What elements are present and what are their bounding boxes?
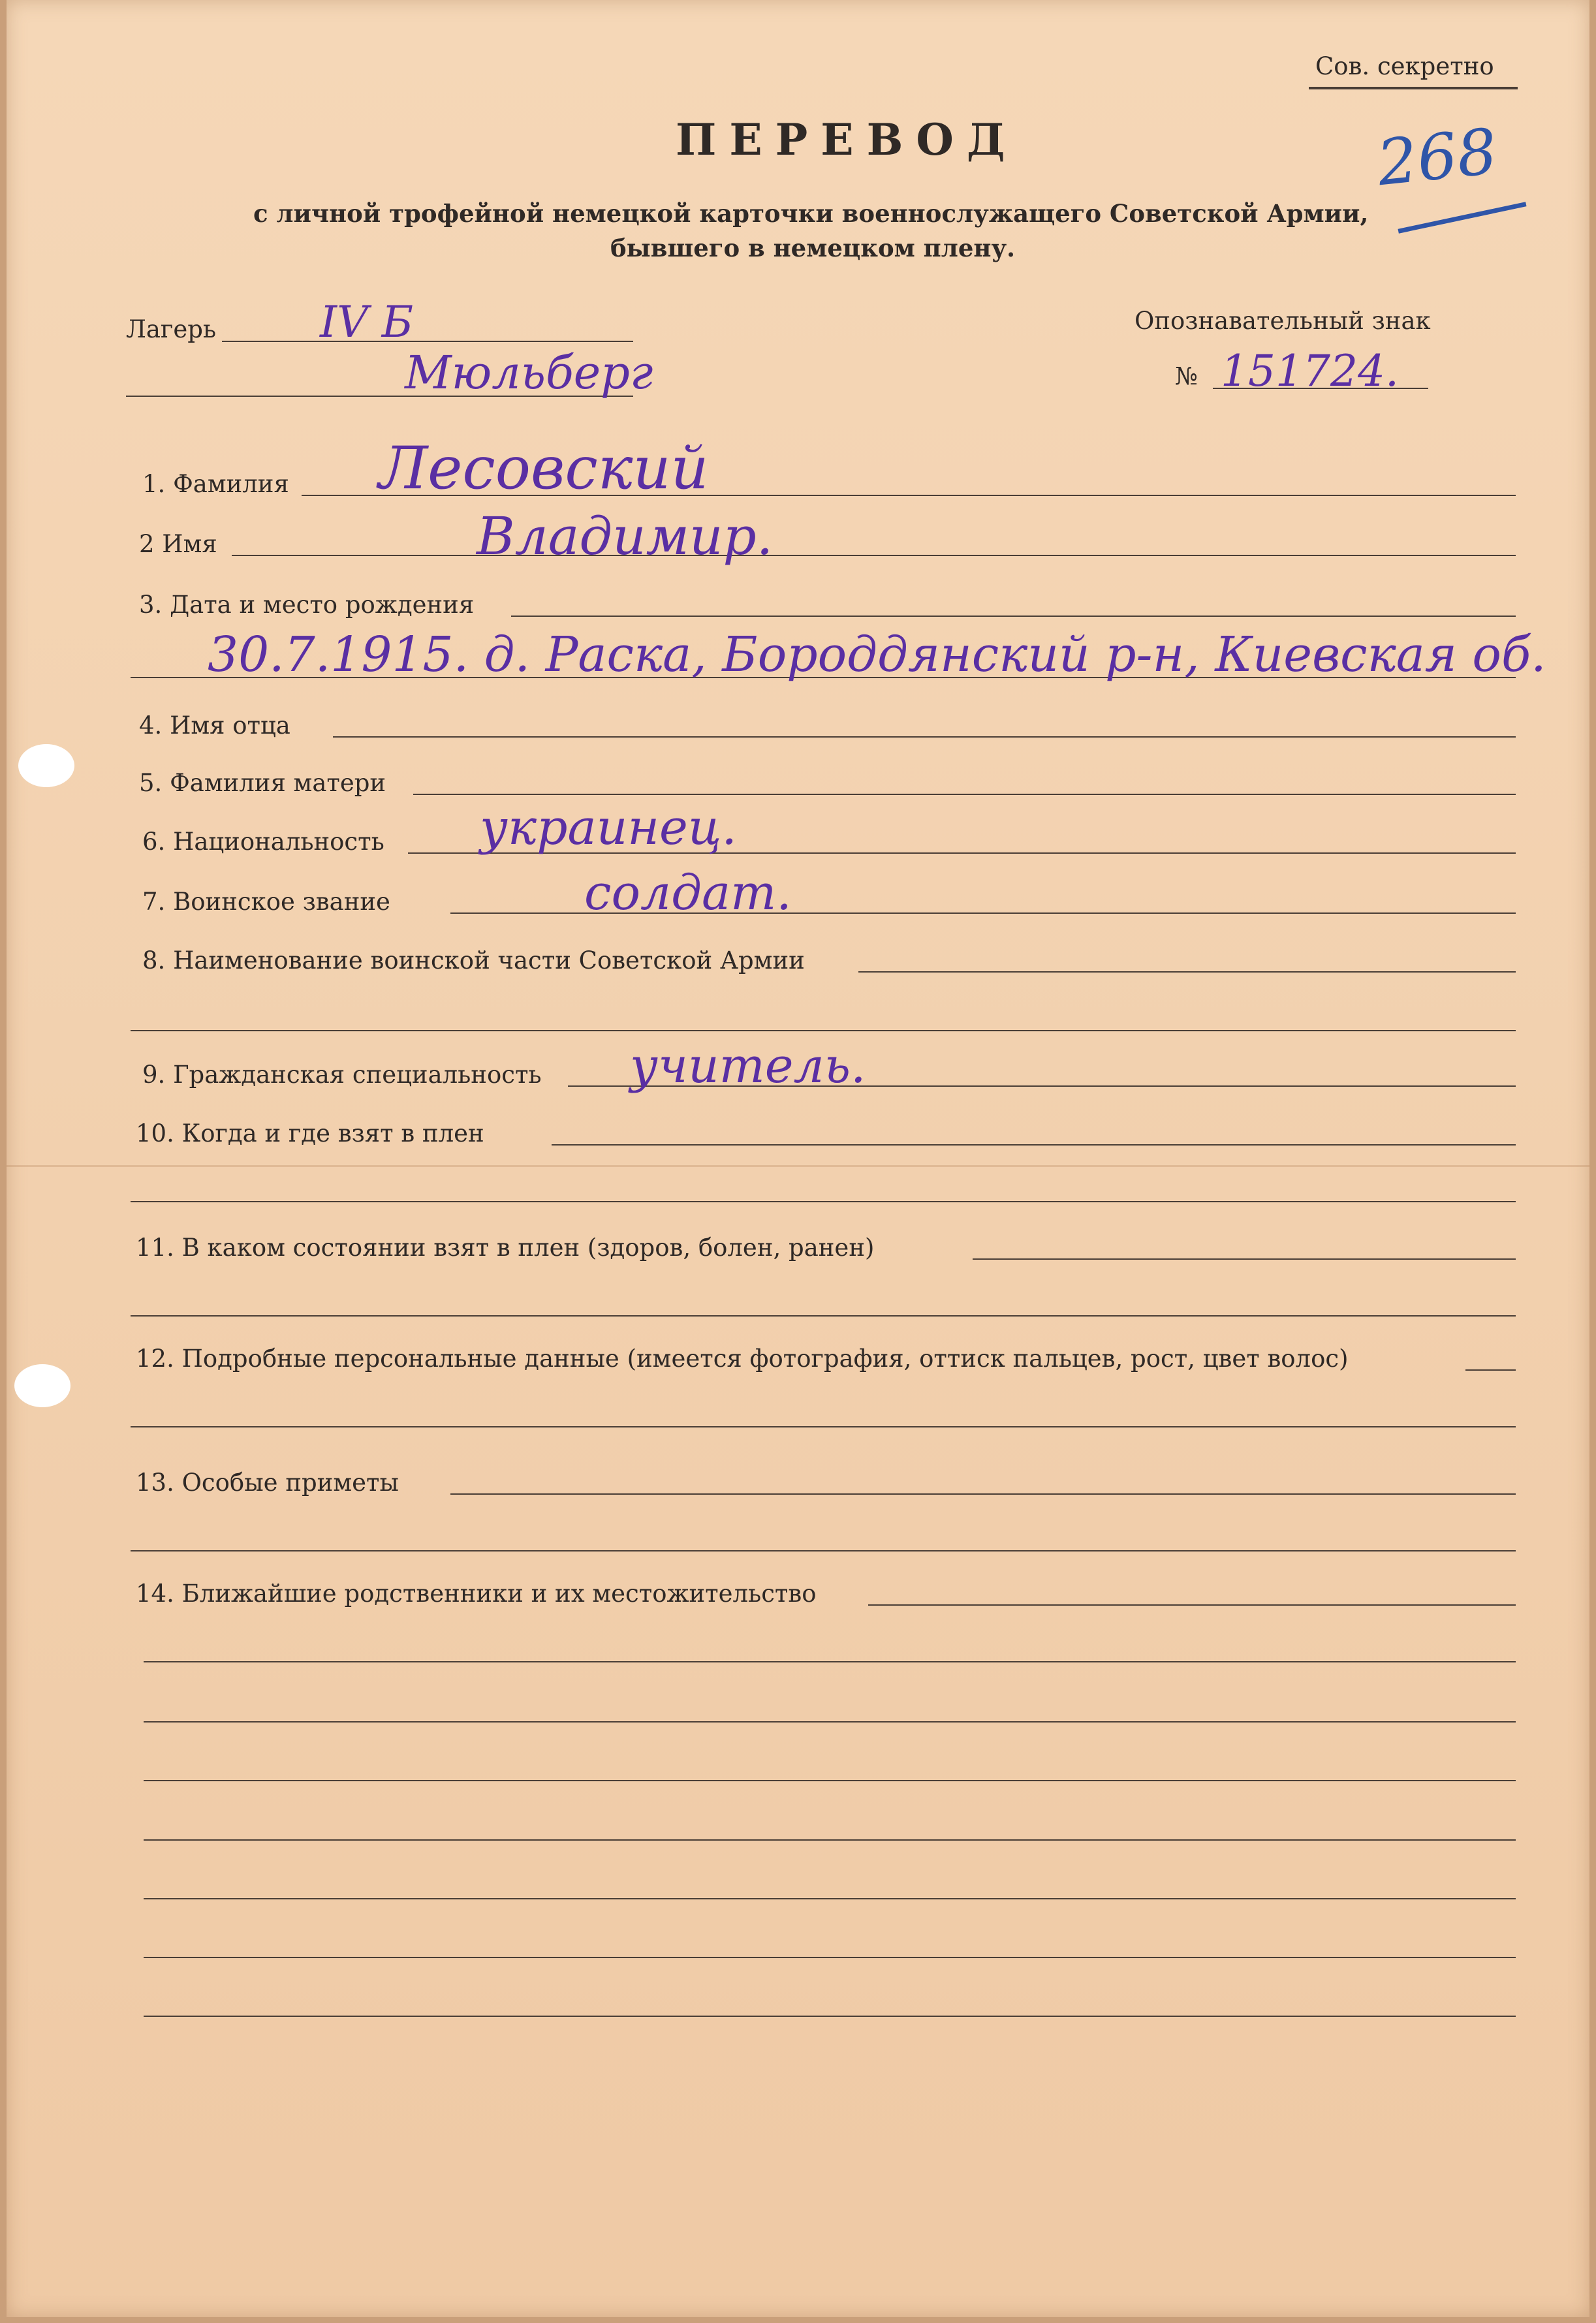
capture-time-place-line-2 [131,1201,1516,1202]
relatives-line [868,1604,1516,1606]
id-tag-number-label: № [1175,362,1198,390]
birth-date-place-label: 3. Дата и место рождения [139,591,475,619]
special-marks-line-2 [131,1550,1516,1551]
capture-condition-line [973,1258,1516,1260]
birth-date-place-line [511,616,1516,617]
capture-time-place-line [552,1144,1516,1146]
rank-label: 7. Воинское звание [142,888,390,916]
special-marks-label: 13. Особые приметы [136,1469,399,1497]
relatives-line-3 [144,1721,1516,1723]
capture-condition-line-2 [131,1315,1516,1317]
mother-surname-line [413,794,1516,795]
camp-value: IV Б [320,297,414,347]
nationality-value: украинец. [480,800,737,856]
classification-mark: Сов. секретно [1315,52,1494,80]
first-name-line [232,555,1516,556]
archive-number-stroke [1398,202,1526,233]
special-marks-line [450,1493,1516,1495]
classification-underline [1309,87,1518,89]
document-sheet [7,0,1589,2317]
nationality-label: 6. Национальность [142,828,384,856]
father-name-label: 4. Имя отца [139,711,290,740]
punch-hole [14,1364,70,1407]
personal-details-line [1465,1369,1516,1371]
military-unit-label: 8. Наименование воинской части Советской Армии [142,946,805,974]
document-title: ПЕРЕВОД [676,114,1018,165]
civil-profession-label: 9. Гражданская специальность [142,1061,542,1089]
first-name-label: 2 Имя [139,530,217,558]
relatives-line-8 [144,2016,1516,2017]
personal-details-line-2 [131,1426,1516,1427]
id-tag-label: Опознавательный знак [1134,307,1431,335]
capture-time-place-label: 10. Когда и где взят в плен [136,1119,484,1147]
mother-surname-label: 5. Фамилия матери [139,769,386,797]
camp-label: Лагерь [126,315,217,343]
archive-number: 268 [1373,114,1501,200]
surname-label: 1. Фамилия [142,470,289,498]
document-subtitle-line1: с личной трофейной немецкой карточки военнослужащего Советской Армии, [253,199,1369,228]
personal-details-label: 12. Подробные персональные данные (имеется фотография, оттиск пальцев, рост, цвет волос) [136,1345,1349,1373]
relatives-line-4 [144,1780,1516,1781]
camp-location: Мюльберг [405,346,653,399]
id-tag-value: 151724. [1221,346,1399,396]
civil-profession-value: учитель. [630,1038,866,1094]
relatives-line-5 [144,1839,1516,1841]
first-name-value: Владимир. [477,506,774,567]
rank-value: солдат. [584,865,792,921]
camp-line [222,341,633,342]
surname-value: Лесовский [379,434,709,503]
document-subtitle-line2: бывшего в немецком плену. [610,234,1016,262]
birth-date-place-value: 30.7.1915. д. Раска, Бороддянский р-н, Киевская об. [208,627,1546,683]
military-unit-line [858,971,1516,973]
military-unit-line-2 [131,1030,1516,1031]
relatives-line-7 [144,1957,1516,1958]
capture-condition-label: 11. В каком состоянии взят в плен (здоров, болен, ранен) [136,1234,875,1262]
relatives-line-2 [144,1661,1516,1662]
punch-hole [18,744,74,787]
relatives-label: 14. Ближайшие родственники и их местожительство [136,1580,817,1608]
fold-crease [7,1165,1589,1167]
relatives-line-6 [144,1898,1516,1899]
father-name-line [333,736,1516,738]
